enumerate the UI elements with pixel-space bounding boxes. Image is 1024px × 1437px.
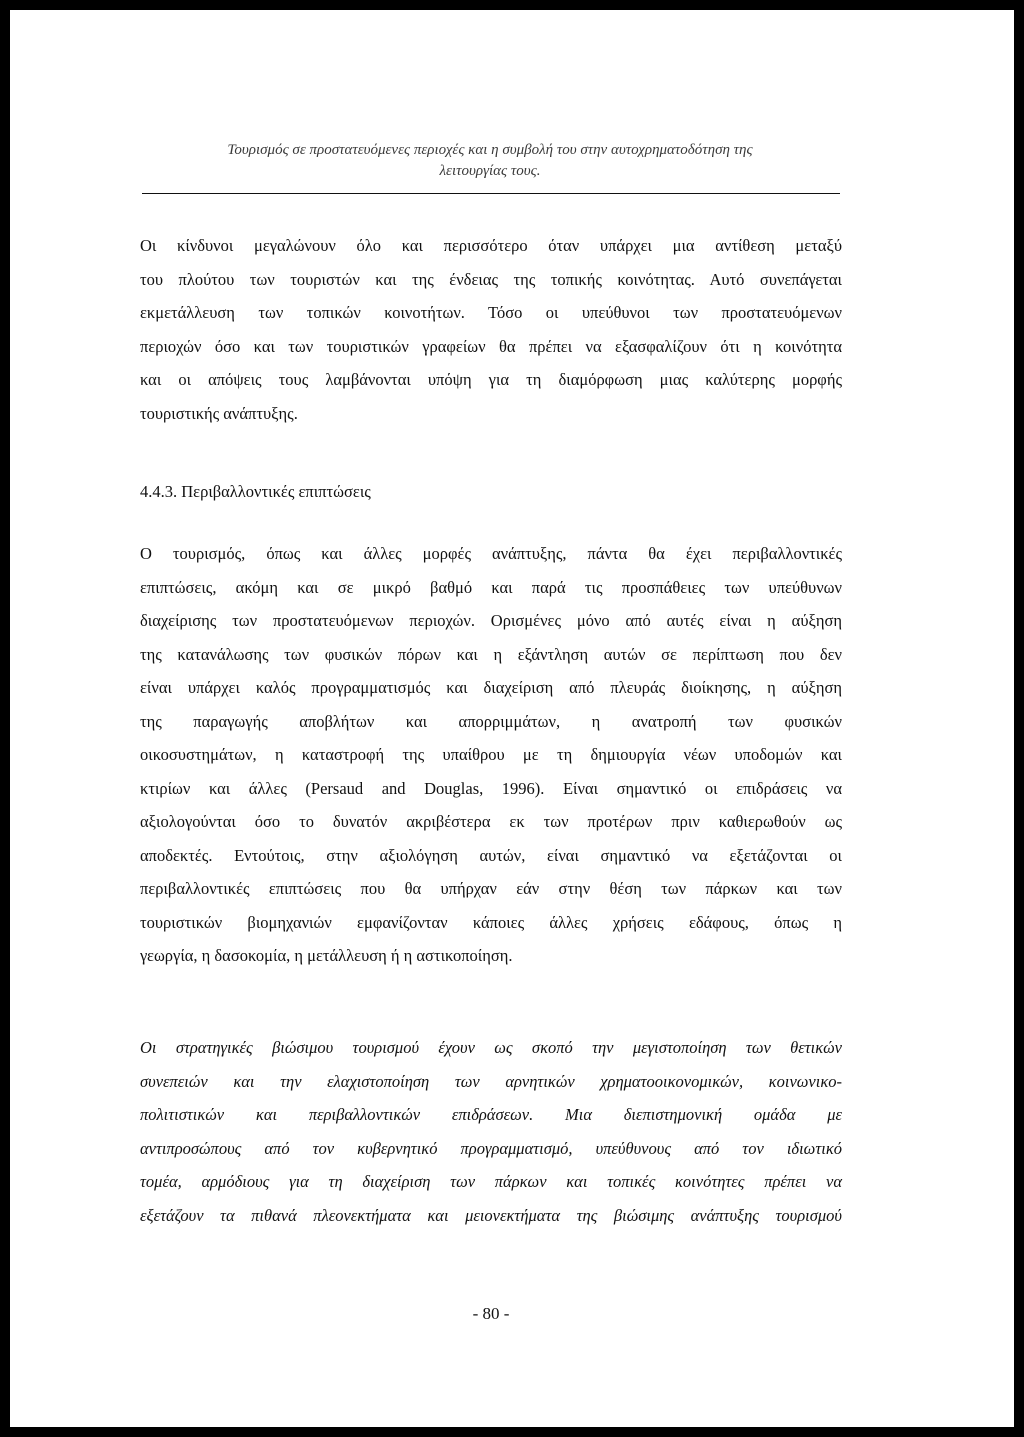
paragraph-line: τουριστικής ανάπτυξης. [140,403,298,423]
page-number: - 80 - [472,1304,510,1323]
paragraph-line: οικοσυστημάτων, η καταστροφή της υπαίθρου με τη δημιουργία νέων υποδομών και [140,745,842,764]
paragraph-line: είναι υπάρχει καλός προγραμματισμός και διαχείριση από πλευράς διοίκησης, η αύξηση [140,678,842,697]
header-divider [142,193,840,194]
paragraph-line: τουριστικών βιομηχανιών εμφανίζονταν κάποιες άλλες χρήσεις εδάφους, όπως η [140,912,842,932]
paragraph-line: περιβαλλοντικές επιπτώσεις που θα υπήρχαν εάν στην θέση των πάρκων και των [140,879,842,898]
running-header [140,140,840,182]
paragraph-line: κτιρίων και άλλες (Persaud and Douglas, 1996). Είναι σημαντικό οι επιδράσεις να [140,778,842,798]
paragraph-line: Οι κίνδυνοι μεγαλώνουν όλο και περισσότερο όταν υπάρχει μια αντίθεση μεταξύ [140,236,842,255]
paragraph-line: Οι στρατηγικές βιώσιμου τουρισμού έχουν ως σκοπό την μεγιστοποίηση των θετικών [140,1038,842,1057]
paragraph-line: της παραγωγής αποβλήτων και απορριμμάτων, η ανατροπή των φυσικών [140,711,842,731]
paragraph-line: αξιολογούνται όσο το δυνατόν ακριβέστερα εκ των προτέρων πριν καθιερωθούν ως [140,812,842,831]
paragraph-sustainable-strategies [140,1031,842,1232]
paragraph-line: εξετάζουν τα πιθανά πλεονεκτήματα και μειονεκτήματα της βιώσιμης ανάπτυξης τουρισμού [140,1205,842,1225]
paragraph-line: του πλούτου των τουριστών και της ένδειας της τοπικής κοινότητας. Αυτό συνεπάγεται [140,269,842,289]
paragraph-line: πολιτιστικών και περιβαλλοντικών επιδράσεων. Μια διεπιστημονική ομάδα με [140,1105,842,1124]
paragraph-risks [140,229,842,430]
paragraph-line: συνεπειών και την ελαχιστοποίηση των αρνητικών χρηματοοικονομικών, κοινωνικο- [140,1071,842,1091]
paragraph-environmental-impacts [140,537,842,973]
paragraph-line: γεωργία, η δασοκομία, η μετάλλευση ή η αστικοποίηση. [140,946,513,965]
paragraph-line: επιπτώσεις, ακόμη και σε μικρό βαθμό και παρά τις προσπάθειες των υπεύθυνων [140,577,842,597]
document-page [10,10,1014,1427]
paragraph-line: τομέα, αρμόδιους για τη διαχείριση των πάρκων και τοπικές κοινότητες πρέπει να [140,1172,842,1191]
section-heading: 4.4.3. Περιβαλλοντικές επιπτώσεις [140,482,371,501]
paragraph-line: και οι απόψεις τους λαμβάνονται υπόψη για τη διαμόρφωση μιας καλύτερης μορφής [140,370,842,389]
paragraph-line: αντιπροσώπους από τον κυβερνητικό προγραμματισμό, υπεύθυνους από τον ιδιωτικό [140,1138,842,1158]
paragraph-line: διαχείρισης των προστατευόμενων περιοχών. Ορισμένες μόνο από αυτές είναι η αύξηση [140,611,842,630]
paragraph-line: εκμετάλλευση των τοπικών κοινοτήτων. Τόσο οι υπεύθυνοι των προστατευόμενων [140,303,842,322]
paragraph-line: Ο τουρισμός, όπως και άλλες μορφές ανάπτυξης, πάντα θα έχει περιβαλλοντικές [140,544,842,563]
running-header-line-1: Τουρισμός σε προστατευόμενες περιοχές και η συμβολή του στην αυτοχρηματοδότηση της [227,142,753,158]
paragraph-line: περιοχών όσο και των τουριστικών γραφείων θα πρέπει να εξασφαλίζουν ότι η κοινότητα [140,336,842,356]
paragraph-line: της κατανάλωσης των φυσικών πόρων και η εξάντληση αυτών σε περίπτωση που δεν [140,644,842,664]
running-header-line-2: λειτουργίας τους. [439,163,541,179]
paragraph-line: αποδεκτές. Εντούτοις, στην αξιολόγηση αυτών, είναι σημαντικό να εξετάζονται οι [140,845,842,865]
